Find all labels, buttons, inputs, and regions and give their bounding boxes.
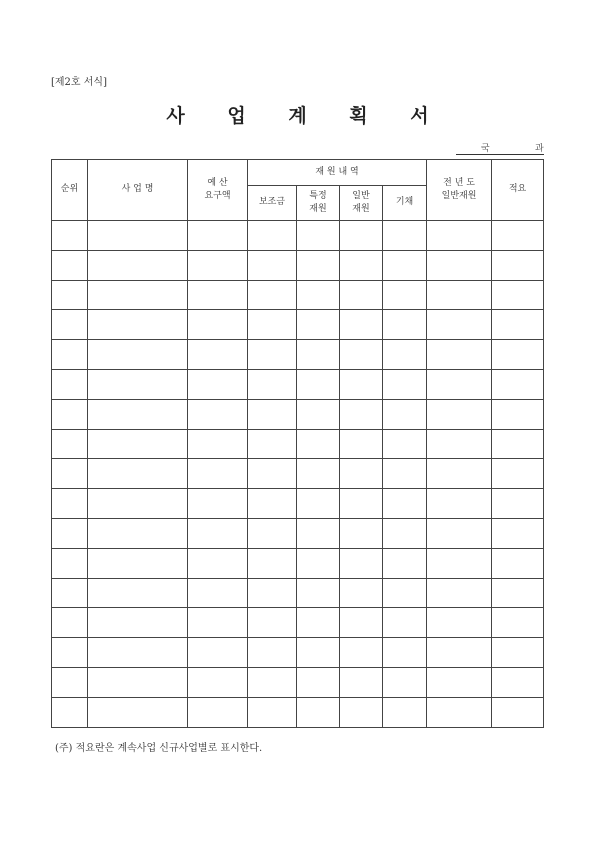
table-cell[interactable] — [248, 369, 297, 399]
table-cell[interactable] — [188, 459, 248, 489]
table-cell[interactable] — [188, 608, 248, 638]
table-cell[interactable] — [427, 667, 492, 697]
table-cell[interactable] — [88, 548, 188, 578]
table-cell[interactable] — [492, 548, 544, 578]
table-row — [52, 697, 544, 727]
table-cell[interactable] — [188, 548, 248, 578]
table-cell[interactable] — [52, 667, 88, 697]
table-cell[interactable] — [492, 518, 544, 548]
page-title: 사 업 계 획 서 — [166, 105, 447, 127]
table-row — [52, 369, 544, 399]
header-general-line1: 일반 — [352, 190, 370, 201]
table-cell[interactable] — [248, 310, 297, 340]
table-cell[interactable] — [248, 667, 297, 697]
table-row — [52, 310, 544, 340]
table-cell[interactable] — [52, 578, 88, 608]
table-cell[interactable] — [88, 667, 188, 697]
table-cell[interactable] — [383, 250, 427, 280]
table-cell[interactable] — [427, 578, 492, 608]
table-row — [52, 578, 544, 608]
table-cell[interactable] — [188, 280, 248, 310]
table-cell[interactable] — [188, 340, 248, 370]
table-cell[interactable] — [52, 489, 88, 519]
table-cell[interactable] — [383, 459, 427, 489]
header-specific-line1: 특정 — [309, 190, 327, 201]
table-cell[interactable] — [188, 310, 248, 340]
table-cell[interactable] — [427, 280, 492, 310]
table-cell[interactable] — [297, 548, 340, 578]
table-cell[interactable] — [492, 608, 544, 638]
table-cell[interactable] — [248, 697, 297, 727]
table-row — [52, 638, 544, 668]
form-label: [제2호 서식] — [51, 77, 107, 88]
table-cell[interactable] — [340, 667, 383, 697]
table-cell[interactable] — [492, 429, 544, 459]
table-cell[interactable] — [188, 638, 248, 668]
table-cell[interactable] — [88, 399, 188, 429]
table-cell[interactable] — [88, 310, 188, 340]
table-cell[interactable] — [248, 608, 297, 638]
project-plan-table — [51, 159, 544, 728]
table-row — [52, 667, 544, 697]
table-cell[interactable] — [492, 369, 544, 399]
table-cell[interactable] — [383, 429, 427, 459]
table-cell[interactable] — [492, 250, 544, 280]
footnote: (주) 적요란은 계속사업 신규사업별로 표시한다. — [55, 743, 263, 754]
table-cell[interactable] — [297, 221, 340, 251]
header-prev-line2: 일반재원 — [441, 191, 477, 201]
table-cell[interactable] — [248, 459, 297, 489]
header-budget-line1: 예 산 — [207, 177, 228, 188]
table-cell[interactable] — [340, 340, 383, 370]
table-cell[interactable] — [340, 280, 383, 310]
table-cell[interactable] — [188, 369, 248, 399]
table-cell[interactable] — [340, 518, 383, 548]
table-cell[interactable] — [427, 548, 492, 578]
table-cell[interactable] — [52, 608, 88, 638]
table-cell[interactable] — [297, 369, 340, 399]
table-cell[interactable] — [297, 667, 340, 697]
table-row — [52, 280, 544, 310]
table-cell[interactable] — [248, 548, 297, 578]
table-cell[interactable] — [52, 459, 88, 489]
table-cell[interactable] — [383, 697, 427, 727]
table-cell[interactable] — [52, 399, 88, 429]
header-rank: 순위 — [52, 160, 88, 221]
table-cell[interactable] — [492, 221, 544, 251]
table-cell[interactable] — [427, 250, 492, 280]
table-cell[interactable] — [492, 638, 544, 668]
table-cell[interactable] — [427, 638, 492, 668]
table-cell[interactable] — [340, 250, 383, 280]
table-cell[interactable] — [248, 250, 297, 280]
table-cell[interactable] — [52, 250, 88, 280]
table-cell[interactable] — [297, 638, 340, 668]
table-cell[interactable] — [88, 221, 188, 251]
table-cell[interactable] — [297, 310, 340, 340]
table-cell[interactable] — [383, 548, 427, 578]
table-cell[interactable] — [248, 340, 297, 370]
table-cell[interactable] — [492, 399, 544, 429]
table-cell[interactable] — [492, 280, 544, 310]
table-cell[interactable] — [52, 221, 88, 251]
table-cell[interactable] — [248, 221, 297, 251]
table-cell[interactable] — [383, 608, 427, 638]
table-cell[interactable] — [492, 459, 544, 489]
header-general-fund — [340, 186, 383, 221]
table-cell[interactable] — [492, 340, 544, 370]
header-remarks: 적요 — [492, 160, 544, 221]
table-cell[interactable] — [188, 429, 248, 459]
table-cell[interactable] — [297, 250, 340, 280]
table-cell[interactable] — [492, 310, 544, 340]
table-cell[interactable] — [297, 608, 340, 638]
table-cell[interactable] — [297, 518, 340, 548]
header-general-line2: 재원 — [352, 204, 370, 214]
table-cell[interactable] — [188, 518, 248, 548]
table-cell[interactable] — [297, 697, 340, 727]
table-cell[interactable] — [383, 369, 427, 399]
table-cell[interactable] — [427, 340, 492, 370]
header-funding-group: 재 원 내 역 — [248, 160, 427, 186]
header-budget-line2: 요구액 — [204, 191, 231, 201]
header-budget — [188, 160, 248, 221]
table-cell[interactable] — [340, 608, 383, 638]
table-cell[interactable] — [88, 518, 188, 548]
table-cell[interactable] — [248, 578, 297, 608]
table-cell[interactable] — [52, 280, 88, 310]
header-prev-line1: 전 년 도 — [443, 177, 475, 188]
table-cell[interactable] — [188, 667, 248, 697]
table-cell[interactable] — [88, 250, 188, 280]
table-cell[interactable] — [492, 578, 544, 608]
table-cell[interactable] — [383, 578, 427, 608]
table-cell[interactable] — [340, 399, 383, 429]
table-cell[interactable] — [383, 310, 427, 340]
table-cell[interactable] — [427, 399, 492, 429]
table-cell[interactable] — [248, 489, 297, 519]
table-row — [52, 221, 544, 251]
table-cell[interactable] — [52, 548, 88, 578]
table-cell[interactable] — [52, 518, 88, 548]
header-other-bond: 기채 — [383, 186, 427, 221]
table-cell[interactable] — [88, 280, 188, 310]
table-cell[interactable] — [340, 489, 383, 519]
table-cell[interactable] — [340, 638, 383, 668]
table-cell[interactable] — [248, 280, 297, 310]
table-cell[interactable] — [188, 697, 248, 727]
table-cell[interactable] — [248, 638, 297, 668]
header-previous-year — [427, 160, 492, 221]
table-row — [52, 489, 544, 519]
table-cell[interactable] — [52, 697, 88, 727]
table-cell[interactable] — [297, 340, 340, 370]
table-cell[interactable] — [88, 459, 188, 489]
table-cell[interactable] — [52, 429, 88, 459]
table-cell[interactable] — [88, 489, 188, 519]
header-specific-fund — [297, 186, 340, 221]
table-cell[interactable] — [492, 697, 544, 727]
table-cell[interactable] — [383, 280, 427, 310]
table-row — [52, 608, 544, 638]
table-cell[interactable] — [427, 518, 492, 548]
table-cell[interactable] — [340, 221, 383, 251]
table-cell[interactable] — [297, 489, 340, 519]
table-cell[interactable] — [248, 429, 297, 459]
table-cell[interactable] — [88, 340, 188, 370]
table-cell[interactable] — [297, 578, 340, 608]
table-cell[interactable] — [383, 399, 427, 429]
table-cell[interactable] — [340, 548, 383, 578]
table-row — [52, 459, 544, 489]
department-line — [456, 141, 544, 155]
table-row — [52, 250, 544, 280]
division-label: 과 — [535, 144, 544, 154]
table-cell[interactable] — [427, 459, 492, 489]
table-cell[interactable] — [52, 310, 88, 340]
table-cell[interactable] — [427, 489, 492, 519]
table-cell[interactable] — [340, 429, 383, 459]
table-row — [52, 548, 544, 578]
table-row — [52, 429, 544, 459]
table-cell[interactable] — [88, 638, 188, 668]
table-cell[interactable] — [52, 340, 88, 370]
table-cell[interactable] — [297, 429, 340, 459]
table-cell[interactable] — [492, 667, 544, 697]
table-cell[interactable] — [427, 697, 492, 727]
table-cell[interactable] — [340, 578, 383, 608]
table-cell[interactable] — [340, 369, 383, 399]
table-cell[interactable] — [88, 608, 188, 638]
table-cell[interactable] — [383, 489, 427, 519]
table-cell[interactable] — [248, 518, 297, 548]
table-cell[interactable] — [427, 310, 492, 340]
table-cell[interactable] — [188, 250, 248, 280]
table-cell[interactable] — [383, 638, 427, 668]
table-cell[interactable] — [188, 578, 248, 608]
table-row — [52, 340, 544, 370]
table-cell[interactable] — [88, 369, 188, 399]
table-row — [52, 399, 544, 429]
table-cell[interactable] — [88, 578, 188, 608]
table-cell[interactable] — [88, 697, 188, 727]
table-cell[interactable] — [188, 221, 248, 251]
table-cell[interactable] — [383, 518, 427, 548]
table-cell[interactable] — [427, 369, 492, 399]
table-row — [52, 518, 544, 548]
table-cell[interactable] — [248, 399, 297, 429]
table-cell[interactable] — [297, 280, 340, 310]
table-cell[interactable] — [340, 697, 383, 727]
table-cell[interactable] — [383, 340, 427, 370]
header-specific-line2: 재원 — [309, 204, 327, 214]
table-cell[interactable] — [297, 399, 340, 429]
table-cell[interactable] — [383, 667, 427, 697]
table-cell[interactable] — [188, 489, 248, 519]
table-cell[interactable] — [188, 399, 248, 429]
table-cell[interactable] — [383, 221, 427, 251]
department-label: 국 — [481, 144, 490, 154]
table-cell[interactable] — [52, 638, 88, 668]
table-cell[interactable] — [88, 429, 188, 459]
table-cell[interactable] — [427, 221, 492, 251]
table-cell[interactable] — [340, 459, 383, 489]
table-cell[interactable] — [340, 310, 383, 340]
table-cell[interactable] — [297, 459, 340, 489]
table-body — [52, 221, 544, 728]
header-project-name: 사 업 명 — [88, 160, 188, 221]
table-cell[interactable] — [427, 429, 492, 459]
table-cell[interactable] — [492, 489, 544, 519]
table-cell[interactable] — [52, 369, 88, 399]
header-subsidy: 보조금 — [248, 186, 297, 221]
table-cell[interactable] — [427, 608, 492, 638]
